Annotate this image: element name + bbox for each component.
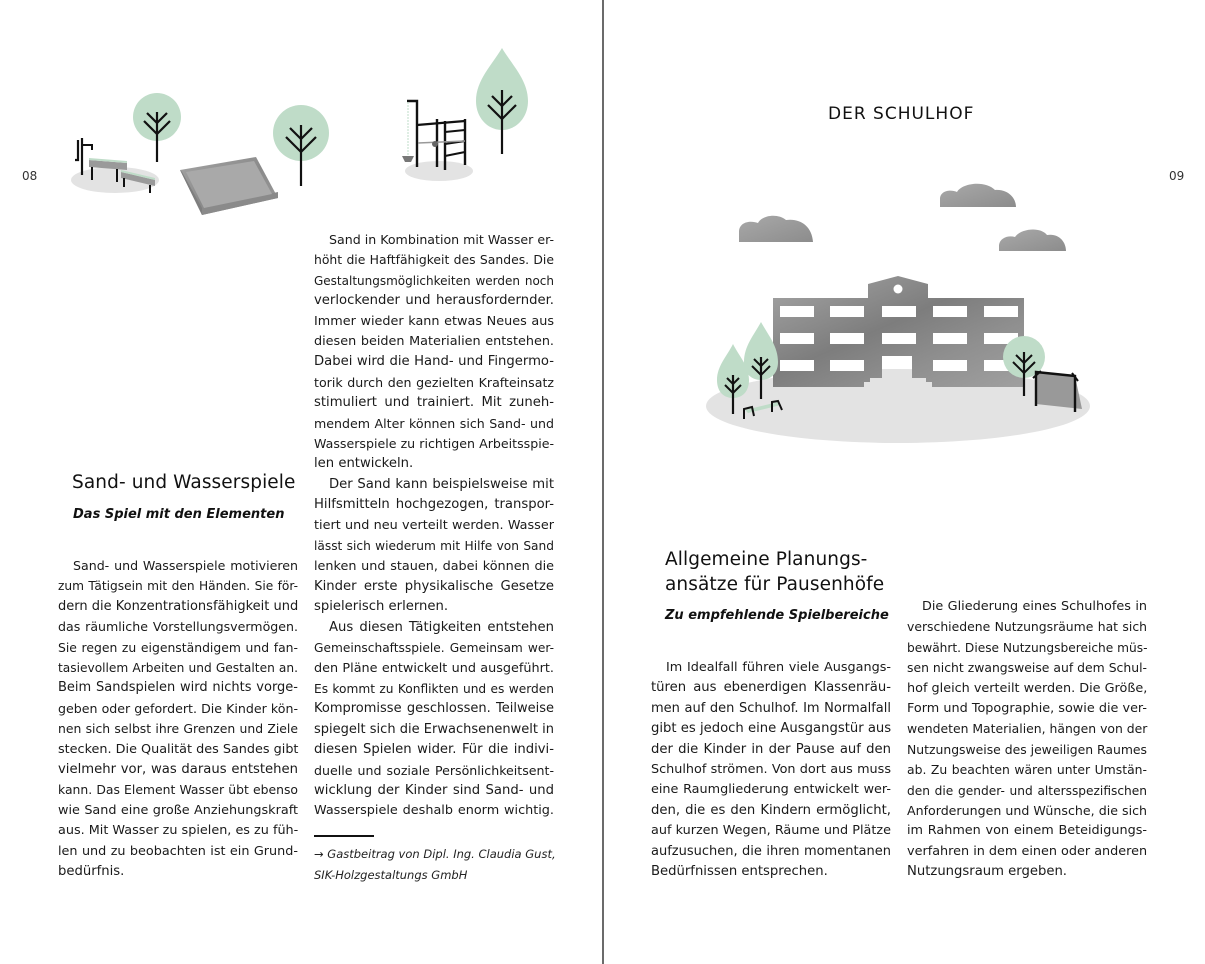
- text-line: vielmehr vor, was daraus entstehen: [58, 762, 298, 778]
- text-line: verlockender und herausfordernder.: [314, 293, 554, 309]
- text-line: sen nicht zwangsweise auf dem Schul-: [907, 660, 1147, 676]
- teardrop-tree-icon: [476, 48, 528, 154]
- text-line: kann. Das Element Wasser übt ebenso: [58, 782, 298, 798]
- text-line: lässt sich wiederum mit Hilfe von Sand: [314, 539, 554, 554]
- text-line: den Pläne entwickelt und ausgeführt.: [314, 660, 554, 676]
- text-line: das räumliche Vorstellungsvermögen.: [58, 619, 298, 635]
- heading-line: ansätze für Pausenhöfe: [665, 574, 885, 595]
- text-line: Aus diesen Tätigkeiten entstehen: [329, 619, 554, 635]
- sand-crane-climbing-frame-icon: [402, 101, 473, 181]
- text-line: Gestaltungsmöglichkeiten werden noch: [314, 273, 554, 288]
- text-line: mendem Alter können sich Sand- und: [314, 415, 554, 431]
- cloud-icon: [940, 184, 1016, 207]
- text-line: geben oder gefordert. Die Kinder kön-: [58, 700, 298, 716]
- text-line: Im Idealfall führen viele Ausgangs-: [666, 660, 891, 675]
- page-number-left: 08: [22, 169, 38, 183]
- text-line: dern die Konzentrationsfähigkeit und: [58, 598, 299, 614]
- text-line: Nutzungsraum ergeben.: [907, 864, 1067, 880]
- left-column-1: [58, 556, 298, 883]
- text-line: gibt es jedoch eine Ausgangstür aus: [651, 721, 892, 737]
- text-line: verschiedene Nutzungsräume hat sich: [907, 619, 1147, 635]
- right-column-2: [907, 597, 1147, 883]
- text-line: Nutzungsweise des jeweiligen Raumes: [907, 741, 1147, 757]
- text-line: bedürfnis.: [58, 864, 125, 880]
- text-line: auf kurzen Wegen, Räume und Plätze: [651, 823, 891, 839]
- section-title: DER SCHULHOF: [828, 104, 975, 124]
- tree-icon: [133, 93, 181, 162]
- text-line: im Rahmen von einem Beteidigungs-: [907, 823, 1147, 839]
- text-line: höht die Haftfähigkeit des Sandes. Die: [314, 252, 554, 268]
- text-line: Dabei wird die Hand- und Fingermo-: [314, 354, 554, 370]
- page-number-right: 09: [1169, 169, 1185, 183]
- cloud-icon: [999, 229, 1066, 251]
- text-line: türen aus ebenerdigen Klassenräu-: [651, 680, 891, 696]
- text-line: den, die es den Kindern ermöglicht,: [651, 802, 891, 818]
- footnote-line: → Gastbeitrag von Dipl. Ing. Claudia Gust,: [314, 847, 556, 861]
- text-line: tiert und neu verteilt werden. Wasser: [314, 517, 554, 533]
- text-line: lenken und stauen, dabei können die: [314, 558, 554, 574]
- text-line: Sand in Kombination mit Wasser er-: [329, 232, 554, 247]
- text-line: Es kommt zu Konflikten und es werden: [314, 681, 554, 696]
- text-line: tasievollem Arbeiten und Gestalten an.: [58, 661, 298, 676]
- text-line: der die Kinder in der Pause auf den: [651, 741, 891, 757]
- text-line: Kinder erste physikalische Gesetze: [314, 578, 554, 594]
- right-column-1: [651, 658, 891, 882]
- text-line: hof gleich verteilt werden. Die Größe,: [907, 680, 1148, 696]
- text-line: len entwickeln.: [314, 456, 414, 472]
- text-line: Bedürfnissen entsprechen.: [651, 864, 828, 880]
- article-subheading: Zu empfehlende Spielbereiche: [665, 608, 889, 623]
- text-line: Sie regen zu eigenständigem und fan-: [58, 639, 298, 655]
- text-line: Gemeinschaftsspiele. Gemeinsam wer-: [314, 641, 554, 656]
- text-line: Sand- und Wasserspiele motivieren: [73, 558, 298, 573]
- text-line: Die Gliederung eines Schulhofes in: [922, 599, 1147, 614]
- text-line: Schulhof strömen. Von dort aus muss: [651, 762, 891, 778]
- text-line: Der Sand kann beispielsweise mit: [329, 476, 554, 492]
- text-line: diesen beiden Materialien entstehen.: [314, 334, 554, 350]
- footnote-divider: [314, 835, 374, 837]
- text-line: aus. Mit Wasser zu spielen, es zu füh-: [58, 823, 299, 839]
- article-heading: Sand- und Wasserspiele: [72, 472, 296, 493]
- text-line: Beim Sandspielen wird nichts vorge-: [58, 680, 298, 696]
- text-line: Wasserspiele zu richtigen Arbeitsspie-: [314, 436, 554, 452]
- sand-water-play-illustration: [0, 0, 602, 230]
- article-subheading: Das Spiel mit den Elementen: [73, 507, 285, 522]
- text-line: spiegelt sich die Erwachsenenwelt in: [314, 721, 554, 737]
- text-line: stecken. Die Qualität des Sandes gibt: [58, 741, 299, 757]
- text-line: wendeten Materialien, hängen von der: [907, 721, 1148, 737]
- sandbox-icon: [180, 157, 278, 215]
- text-line: Kompromisse geschlossen. Teilweise: [314, 701, 554, 717]
- cloud-icon: [739, 216, 813, 242]
- text-line: Wasserspiele deshalb enorm wichtig.: [314, 803, 554, 819]
- left-column-2: [314, 230, 554, 822]
- text-line: torik durch den gezielten Krafteinsatz: [314, 374, 554, 390]
- text-line: eine Raumgliederung entwickelt wer-: [651, 782, 891, 798]
- text-line: aufzusuchen, die ihren momentanen: [651, 843, 891, 859]
- footnote-line: SIK-Holzgestaltungs GmbH: [314, 867, 468, 882]
- text-line: verfahren in dem einen oder anderen: [907, 843, 1148, 859]
- text-line: Hilfsmitteln hochgezogen, transpor-: [314, 497, 554, 513]
- text-line: stimuliert und trainiert. Mit zuneh-: [314, 395, 554, 411]
- text-line: Anforderungen und Wünsche, die sich: [907, 803, 1147, 819]
- text-line: wicklung der Kinder sind Sand- und: [314, 782, 554, 798]
- text-line: men auf den Schulhof. Im Normalfall: [651, 700, 891, 716]
- text-line: zum Tätigsein mit den Händen. Sie för-: [58, 579, 298, 594]
- article-heading: [665, 547, 884, 597]
- schoolyard-illustration: [603, 0, 1205, 460]
- text-line: duelle und soziale Persönlichkeitsent-: [314, 762, 554, 778]
- text-line: ab. Zu beachten wären unter Umstän-: [907, 762, 1147, 778]
- water-pump-trough-icon: [71, 138, 159, 193]
- heading-line: Allgemeine Planungs-: [665, 549, 868, 570]
- text-line: den die gender- und altersspezifischen: [907, 783, 1147, 798]
- text-line: diesen Spielen wider. Für die indivi-: [314, 742, 554, 758]
- text-line: nen sich selbst ihre Grenzen und Ziele: [58, 721, 298, 737]
- text-line: Form und Topographie, sowie die ver-: [907, 701, 1147, 717]
- text-line: spielerisch erlernen.: [314, 599, 449, 615]
- text-line: wie Sand eine große Anziehungskraft: [58, 802, 298, 818]
- footnote: [314, 844, 556, 885]
- text-line: bewährt. Diese Nutzungsbereiche müs-: [907, 640, 1148, 655]
- tree-icon: [273, 105, 329, 186]
- text-line: len und zu beobachten ist ein Grund-: [58, 843, 298, 859]
- text-line: Immer wieder kann etwas Neues aus: [314, 313, 554, 329]
